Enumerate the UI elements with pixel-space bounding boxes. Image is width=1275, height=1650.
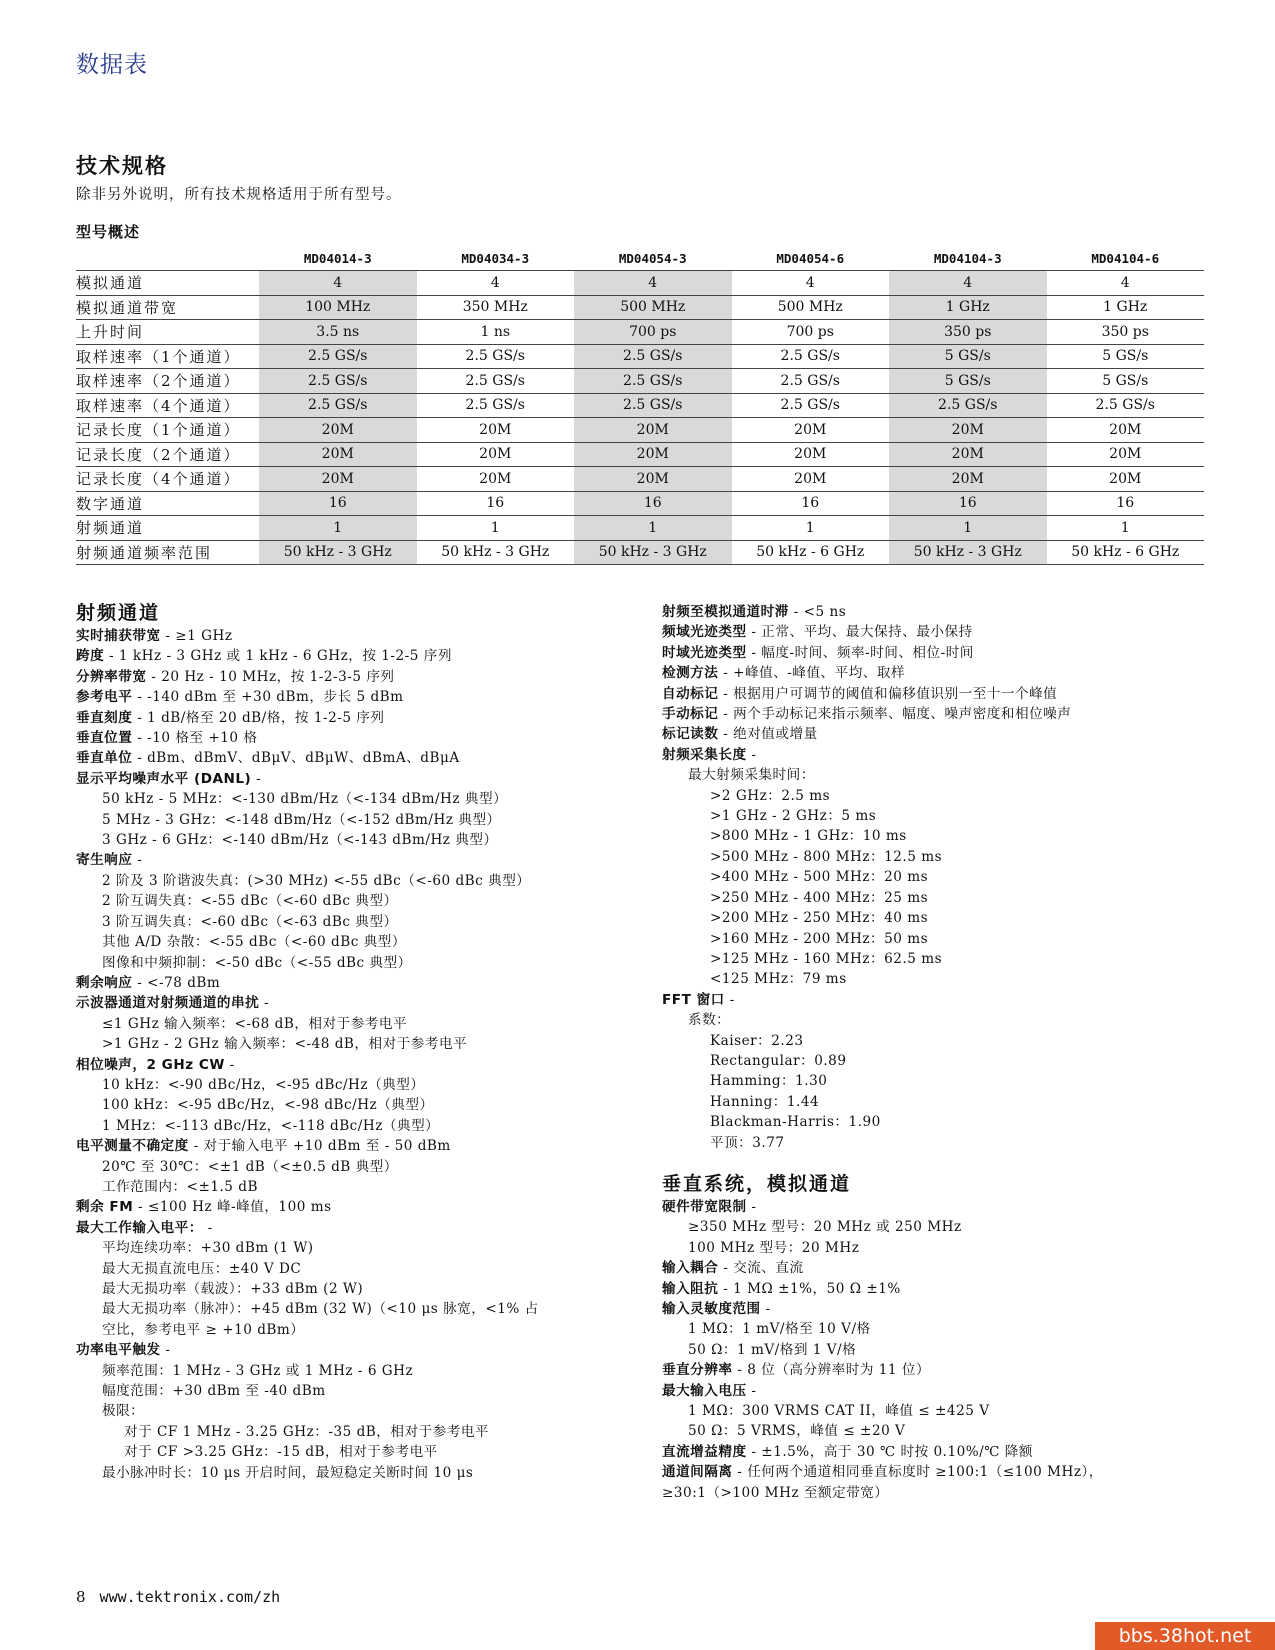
spec-line: 平均连续功率：+30 dBm (1 W)	[102, 1240, 314, 1257]
spec-line: 20℃ 至 30℃：<±1 dB（<±0.5 dB 典型）	[102, 1158, 398, 1175]
spec-line: 其他 A/D 杂散：<-55 dBc（<-60 dBc 典型）	[102, 934, 406, 951]
table-cell: 2.5 GS/s	[889, 393, 1047, 418]
spec-label: 电平测量不确定度	[76, 1138, 189, 1155]
table-cell: 700 ps	[732, 320, 890, 345]
table-cell: 4	[1047, 271, 1205, 296]
spec-item	[662, 663, 1222, 683]
spec-line: 幅度范围：+30 dBm 至 -40 dBm	[102, 1383, 326, 1400]
spec-line: 对于 CF 1 MHz - 3.25 GHz：-35 dB，相对于参考电平	[124, 1423, 490, 1440]
spec-label: 寄生响应	[76, 852, 133, 869]
row-label: 记录长度（4个通道）	[76, 467, 259, 492]
spec-line: >250 MHz - 400 MHz：25 ms	[710, 889, 929, 906]
row-label: 数字通道	[76, 491, 259, 516]
spec-value: - 20 Hz - 10 MHz，按 1-2-3-5 序列	[146, 668, 395, 685]
table-cell: 2.5 GS/s	[417, 393, 575, 418]
table-cell: 2.5 GS/s	[417, 369, 575, 394]
table-cell: 20M	[732, 467, 890, 492]
table-cell: 16	[574, 491, 732, 516]
spec-label: 相位噪声，2 GHz CW	[76, 1056, 225, 1073]
spec-value: - dBm、dBmV、dBμV、dBμW、dBmA、dBμA	[132, 750, 460, 767]
spec-label: 时域光迹类型	[662, 644, 747, 661]
spec-label: 跨度	[76, 648, 105, 665]
spec-value: -	[746, 1382, 757, 1399]
row-label: 取样速率（4个通道）	[76, 393, 259, 418]
row-label: 射频通道	[76, 516, 259, 541]
table-cell: 20M	[1047, 467, 1205, 492]
table-cell: 16	[889, 491, 1047, 516]
table-cell: 500 MHz	[732, 295, 890, 320]
spec-line: >1 GHz - 2 GHz 输入频率：<-48 dB，相对于参考电平	[102, 1036, 468, 1053]
table-cell: 50 kHz - 3 GHz	[574, 540, 732, 565]
spec-item	[662, 684, 1222, 704]
spec-line: 100 kHz：<-95 dBc/Hz，<-98 dBc/Hz（典型）	[102, 1097, 434, 1114]
spec-item	[662, 1462, 1222, 1482]
model-header-2: MD04054-3	[618, 251, 687, 266]
spec-value: - +峰值、-峰值、平均、取样	[718, 665, 906, 682]
spec-item	[662, 724, 1222, 744]
spec-label: 通道间隔离	[662, 1464, 733, 1481]
spec-value: - -140 dBm 至 +30 dBm，步长 5 dBm	[132, 689, 404, 706]
spec-label: 自动标记	[662, 685, 719, 702]
table-cell: 2.5 GS/s	[732, 344, 890, 369]
spec-item	[76, 748, 636, 768]
table-cell: 16	[259, 491, 417, 516]
table-cell: 1	[889, 516, 1047, 541]
spec-value: -	[202, 1219, 213, 1236]
spec-line: 2 阶互调失真：<-55 dBc（<-60 dBc 典型）	[102, 893, 398, 910]
table-body	[76, 271, 1204, 565]
spec-label: FFT 窗口	[662, 991, 725, 1008]
spec-line: >160 MHz - 200 MHz：50 ms	[710, 930, 929, 947]
spec-line: <125 MHz：79 ms	[710, 971, 847, 988]
table-cell: 1	[574, 516, 732, 541]
table-cell: 20M	[574, 418, 732, 443]
section-title: 垂直系统，模拟通道	[662, 1172, 852, 1195]
table-cell: 1 ns	[417, 320, 575, 345]
table-cell: 2.5 GS/s	[574, 344, 732, 369]
spec-value: - <-78 dBm	[132, 974, 221, 991]
table-cell: 1 GHz	[889, 295, 1047, 320]
spec-label: 剩余响应	[76, 974, 133, 991]
spec-item	[662, 704, 1222, 724]
table-cell: 500 MHz	[574, 295, 732, 320]
table-cell: 2.5 GS/s	[259, 393, 417, 418]
table-cell: 2.5 GS/s	[417, 344, 575, 369]
spec-item	[76, 1055, 636, 1075]
spec-label: 输入耦合	[662, 1260, 719, 1277]
spec-item	[76, 687, 636, 707]
table-cell: 20M	[259, 442, 417, 467]
table-cell: 20M	[889, 442, 1047, 467]
spec-line: >200 MHz - 250 MHz：40 ms	[710, 910, 929, 927]
spec-item	[662, 1258, 1222, 1278]
table-cell: 20M	[732, 418, 890, 443]
spec-line: 最大无损直流电压：±40 V DC	[102, 1260, 302, 1277]
section-title: 射频通道	[76, 602, 161, 624]
spec-value: - <5 ns	[788, 604, 847, 620]
spec-value: - 两个手动标记来指示频率、幅度、噪声密度和相位噪声	[718, 706, 1072, 723]
footer	[76, 1588, 280, 1606]
spec-value: - 正常、平均、最大保持、最小保持	[746, 624, 973, 641]
spec-label: 显示平均噪声水平 (DANL)	[76, 770, 252, 787]
table-cell: 50 kHz - 3 GHz	[889, 540, 1047, 565]
spec-label: 频域光迹类型	[662, 624, 747, 641]
table-cell: 1	[1047, 516, 1205, 541]
spec-label: 分辨率带宽	[76, 668, 147, 685]
spec-line: >125 MHz - 160 MHz：62.5 ms	[710, 950, 943, 967]
spec-value: - -10 格至 +10 格	[132, 730, 258, 747]
models-heading: 型号概述	[76, 223, 141, 241]
spec-line: 图像和中频抑制：<-50 dBc（<-55 dBc 典型）	[102, 954, 412, 971]
spec-value: -	[132, 852, 143, 869]
spec-item	[662, 1299, 1222, 1319]
spec-label: 射频采集长度	[662, 746, 747, 763]
spec-line: 工作范围内：<±1.5 dB	[102, 1178, 258, 1195]
table-cell: 5 GS/s	[889, 344, 1047, 369]
spec-value: - 8 位（高分辨率时为 11 位）	[732, 1362, 931, 1379]
specs-intro: 除非另外说明，所有技术规格适用于所有型号。	[76, 187, 402, 203]
document-header-title: 数据表	[76, 52, 148, 78]
table-cell: 20M	[259, 418, 417, 443]
table-cell: 2.5 GS/s	[732, 393, 890, 418]
spec-item	[76, 646, 636, 666]
spec-item	[76, 1340, 636, 1360]
spec-label: 最大工作输入电平：	[76, 1219, 203, 1236]
model-header-3: MD04054-6	[776, 251, 845, 266]
spec-line: 50 Ω：1 mV/格到 1 V/格	[688, 1341, 857, 1358]
table-row	[76, 271, 1204, 296]
model-header-5: MD04104-6	[1091, 251, 1160, 266]
spec-item	[662, 602, 1222, 622]
spec-label: 实时捕获带宽	[76, 628, 161, 644]
spec-item	[662, 990, 1222, 1010]
spec-item	[76, 1136, 636, 1156]
table-cell: 350 MHz	[417, 295, 575, 320]
spec-line: 最大无损功率（载波）：+33 dBm (2 W)	[102, 1281, 364, 1297]
table-cell: 1	[417, 516, 575, 541]
table-cell: 20M	[259, 467, 417, 492]
table-cell: 5 GS/s	[889, 369, 1047, 394]
spec-item	[76, 973, 636, 993]
spec-value: -	[724, 991, 735, 1008]
spec-item	[662, 745, 1222, 765]
table-row	[76, 369, 1204, 394]
table-cell: 2.5 GS/s	[574, 369, 732, 394]
row-label: 上升时间	[76, 320, 259, 345]
spec-label: 输入灵敏度范围	[662, 1301, 761, 1317]
spec-item	[76, 993, 636, 1013]
spec-value: - 绝对值或增量	[718, 726, 818, 743]
spec-value: - 对于输入电平 +10 dBm 至 - 50 dBm	[188, 1138, 451, 1155]
spec-value: -	[251, 770, 262, 787]
table-cell: 2.5 GS/s	[732, 369, 890, 394]
spec-item	[662, 1279, 1222, 1299]
spec-value: -	[746, 1198, 757, 1215]
table-cell: 4	[574, 271, 732, 296]
spec-item	[76, 626, 636, 646]
spec-line: ≥350 MHz 型号：20 MHz 或 250 MHz	[688, 1219, 962, 1236]
table-cell: 1	[259, 516, 417, 541]
spec-item	[76, 708, 636, 728]
spec-value: - 1 dB/格至 20 dB/格，按 1-2-5 序列	[132, 709, 385, 726]
table-cell: 2.5 GS/s	[259, 369, 417, 394]
spec-line: ≤1 GHz 输入频率：<-68 dB，相对于参考电平	[102, 1015, 408, 1032]
spec-value: -	[259, 995, 270, 1012]
table-row	[76, 418, 1204, 443]
spec-value: - 1 kHz - 3 GHz 或 1 kHz - 6 GHz，按 1-2-5 序列	[104, 648, 452, 665]
row-label: 模拟通道	[76, 271, 259, 296]
spec-item	[662, 643, 1222, 663]
spec-value: - 根据用户可调节的阈值和偏移值识别一至十一个峰值	[718, 685, 1058, 702]
spec-line: 极限：	[102, 1403, 145, 1420]
spec-value: -	[224, 1056, 235, 1073]
table-cell: 50 kHz - 6 GHz	[732, 540, 890, 565]
spec-label: 示波器通道对射频通道的串扰	[76, 995, 260, 1012]
spec-line: 5 MHz - 3 GHz：<-148 dBm/Hz（<-152 dBm/Hz 典型）	[102, 811, 501, 828]
table-cell: 5 GS/s	[1047, 344, 1205, 369]
table-cell: 20M	[417, 442, 575, 467]
table-cell: 20M	[889, 467, 1047, 492]
table-row	[76, 467, 1204, 492]
right-column	[662, 602, 1222, 1503]
spec-label: 最大输入电压	[662, 1382, 747, 1399]
table-cell: 3.5 ns	[259, 320, 417, 345]
model-header-4: MD04104-3	[933, 251, 1002, 266]
table-row	[76, 491, 1204, 516]
table-cell: 50 kHz - 6 GHz	[1047, 540, 1205, 565]
spec-value: - ≥1 GHz	[160, 628, 233, 644]
table-cell: 16	[732, 491, 890, 516]
table-cell: 1	[732, 516, 890, 541]
table-cell: 4	[889, 271, 1047, 296]
table-cell: 16	[417, 491, 575, 516]
spec-line: 10 kHz：<-90 dBc/Hz，<-95 dBc/Hz（典型）	[102, 1076, 425, 1093]
spec-item	[662, 1442, 1222, 1462]
spec-item	[76, 769, 636, 789]
spec-line: 系数：	[688, 1012, 731, 1029]
table-cell: 350 ps	[1047, 320, 1205, 345]
table-cell: 50 kHz - 3 GHz	[417, 540, 575, 565]
spec-label: 功率电平触发	[76, 1342, 161, 1359]
spec-line: 3 阶互调失真：<-60 dBc（<-63 dBc 典型）	[102, 913, 398, 930]
spec-value: - ±1.5%，高于 30 ℃ 时按 0.10%/℃ 降额	[746, 1443, 1033, 1460]
table-row	[76, 393, 1204, 418]
spec-line: 2 阶及 3 阶谐波失真：(>30 MHz) <-55 dBc（<-60 dBc 典型）	[102, 872, 531, 889]
spec-line: 空比，参考电平 ≥ +10 dBm）	[102, 1321, 305, 1338]
spec-item	[76, 667, 636, 687]
watermark-badge: bbs.38hot.net	[1095, 1622, 1275, 1650]
spec-label: 剩余 FM	[76, 1199, 134, 1216]
table-cell: 1 GHz	[1047, 295, 1205, 320]
spec-label: 硬件带宽限制	[662, 1198, 747, 1215]
spec-line: ≥30:1（>100 MHz 至额定带宽）	[662, 1484, 889, 1501]
table-cell: 5 GS/s	[1047, 369, 1205, 394]
spec-label: 手动标记	[662, 706, 719, 723]
table-cell: 20M	[417, 418, 575, 443]
table-header-row	[76, 247, 1204, 271]
spec-label: 检测方法	[662, 665, 719, 682]
spec-label: 输入阻抗	[662, 1280, 719, 1297]
table-cell: 20M	[1047, 418, 1205, 443]
table-cell: 4	[417, 271, 575, 296]
table-cell: 700 ps	[574, 320, 732, 345]
spec-line: >1 GHz - 2 GHz：5 ms	[710, 808, 877, 825]
spec-line: 3 GHz - 6 GHz：<-140 dBm/Hz（<-143 dBm/Hz 典型）	[102, 832, 498, 849]
spec-line: Kaiser：2.23	[710, 1032, 804, 1049]
table-cell: 20M	[1047, 442, 1205, 467]
table-row	[76, 344, 1204, 369]
spec-line: 频率范围：1 MHz - 3 GHz 或 1 MHz - 6 GHz	[102, 1362, 414, 1379]
spec-line: >800 MHz - 1 GHz：10 ms	[710, 828, 907, 845]
spec-value: -	[160, 1342, 171, 1359]
spec-line: 1 MΩ：300 VRMS CAT II，峰值 ≤ ±425 V	[688, 1403, 990, 1420]
table-cell: 20M	[574, 467, 732, 492]
footer-url[interactable]: www.tektronix.com/zh	[99, 1588, 281, 1606]
spec-item	[76, 728, 636, 748]
row-label: 取样速率（1个通道）	[76, 344, 259, 369]
table-cell: 2.5 GS/s	[259, 344, 417, 369]
table-cell: 350 ps	[889, 320, 1047, 345]
spec-line: 1 MΩ：1 mV/格至 10 V/格	[688, 1321, 871, 1338]
table-row	[76, 540, 1204, 565]
spec-line: Rectangular：0.89	[710, 1052, 847, 1069]
spec-line: 最大无损功率（脉冲）：+45 dBm (32 W)（<10 μs 脉宽，<1% 占	[102, 1301, 539, 1318]
spec-line: 50 Ω：5 VRMS，峰值 ≤ ±20 V	[688, 1423, 906, 1440]
table-row	[76, 295, 1204, 320]
table-cell: 20M	[574, 442, 732, 467]
spec-label: 射频至模拟通道时滞	[662, 604, 789, 620]
spec-label: 垂直分辨率	[662, 1362, 733, 1379]
spec-item	[662, 1360, 1222, 1380]
spec-value: - ≤100 Hz 峰-峰值，100 ms	[133, 1199, 332, 1216]
spec-value: - 交流、直流	[718, 1260, 804, 1277]
spec-item	[76, 850, 636, 870]
spec-item	[76, 1197, 636, 1217]
spec-item	[76, 1218, 636, 1238]
left-column	[76, 600, 636, 1483]
spec-value: - 任何两个通道相同垂直标度时 ≥100:1（≤100 MHz），	[732, 1464, 1103, 1481]
row-label: 记录长度（1个通道）	[76, 418, 259, 443]
table-header-blank	[76, 247, 259, 271]
spacer	[662, 1153, 1222, 1171]
spec-line: >2 GHz：2.5 ms	[710, 787, 831, 804]
table-cell: 20M	[417, 467, 575, 492]
model-overview-table	[76, 247, 1204, 565]
spec-label: 直流增益精度	[662, 1443, 747, 1460]
table-row	[76, 320, 1204, 345]
spec-item	[662, 1197, 1222, 1217]
spec-line: 100 MHz 型号：20 MHz	[688, 1239, 860, 1256]
table-cell: 20M	[889, 418, 1047, 443]
spec-label: 参考电平	[76, 689, 133, 706]
model-header-0: MD04014-3	[303, 251, 372, 266]
spec-line: Hamming：1.30	[710, 1073, 828, 1090]
page-number: 8	[76, 1588, 86, 1606]
spec-item	[662, 1381, 1222, 1401]
spec-value: - 幅度-时间、频率-时间、相位-时间	[746, 644, 974, 661]
spec-label: 垂直单位	[76, 750, 133, 767]
spec-label: 垂直位置	[76, 730, 133, 747]
table-cell: 2.5 GS/s	[574, 393, 732, 418]
model-header-1: MD04034-3	[461, 251, 530, 266]
row-label: 取样速率（2个通道）	[76, 369, 259, 394]
spec-line: 1 MHz：<-113 dBc/Hz，<-118 dBc/Hz（典型）	[102, 1117, 440, 1134]
table-cell: 20M	[732, 442, 890, 467]
table-cell: 100 MHz	[259, 295, 417, 320]
spec-line: 最小脉冲时长：10 μs 开启时间，最短稳定关断时间 10 μs	[102, 1464, 474, 1481]
table-cell: 50 kHz - 3 GHz	[259, 540, 417, 565]
spec-label: 垂直刻度	[76, 709, 133, 726]
row-label: 记录长度（2个通道）	[76, 442, 259, 467]
spec-line: 50 kHz - 5 MHz：<-130 dBm/Hz（<-134 dBm/Hz 典型）	[102, 791, 508, 808]
table-cell: 4	[259, 271, 417, 296]
spec-line: >500 MHz - 800 MHz：12.5 ms	[710, 848, 943, 865]
spec-label: 标记读数	[662, 726, 719, 743]
table-cell: 4	[732, 271, 890, 296]
spec-item	[662, 622, 1222, 642]
row-label: 射频通道频率范围	[76, 540, 259, 565]
table-row	[76, 442, 1204, 467]
table-cell: 16	[1047, 491, 1205, 516]
spec-value: -	[760, 1301, 771, 1317]
spec-line: >400 MHz - 500 MHz：20 ms	[710, 869, 929, 886]
spec-value: -	[746, 746, 757, 763]
table-cell: 2.5 GS/s	[1047, 393, 1205, 418]
spec-value: - 1 MΩ ±1%，50 Ω ±1%	[718, 1280, 901, 1297]
spec-line: Blackman-Harris：1.90	[710, 1114, 881, 1131]
spec-line: 平顶：3.77	[710, 1134, 785, 1151]
spec-line: 最大射频采集时间：	[688, 767, 815, 784]
row-label: 模拟通道带宽	[76, 295, 259, 320]
table-row	[76, 516, 1204, 541]
specs-title: 技术规格	[76, 154, 168, 178]
spec-line: Hanning：1.44	[710, 1093, 820, 1110]
spec-line: 对于 CF >3.25 GHz：-15 dB，相对于参考电平	[124, 1444, 438, 1461]
